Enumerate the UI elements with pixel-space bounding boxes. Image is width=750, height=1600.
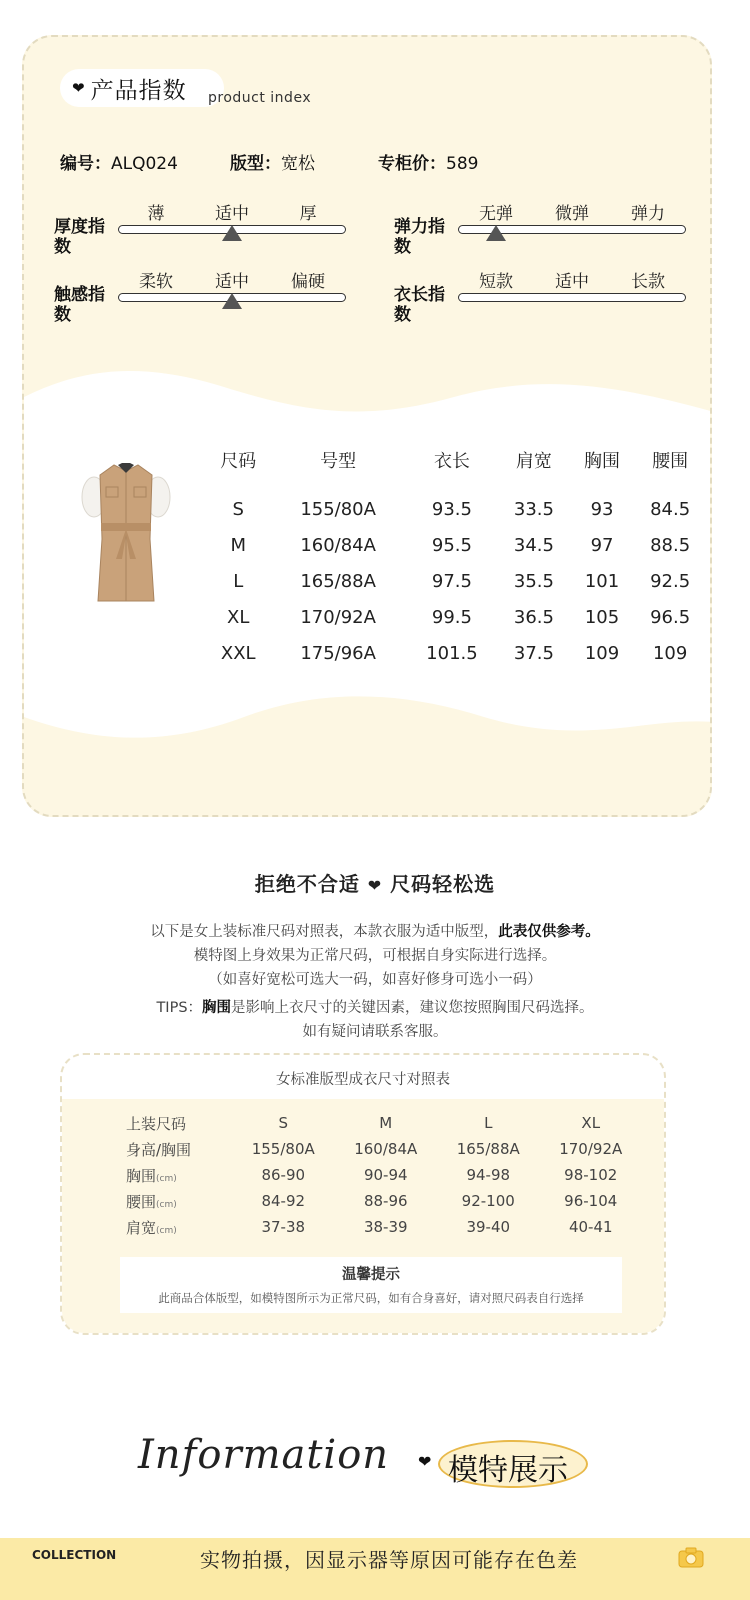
- table-cell: L: [233, 570, 244, 592]
- column-header: 衣长: [433, 451, 470, 472]
- table-cell: 94-98: [466, 1166, 511, 1184]
- table-cell: 92-100: [461, 1192, 515, 1210]
- table-row: [206, 599, 706, 635]
- index-tick: 短款: [479, 272, 513, 292]
- information-script: Information: [138, 1432, 390, 1478]
- index-tick: 偏硬: [291, 272, 325, 292]
- table-cell: L: [484, 1114, 493, 1132]
- collection-label: COLLECTION: [32, 1548, 117, 1562]
- table-cell: 84.5: [650, 498, 691, 520]
- table-cell: 37-38: [261, 1218, 306, 1236]
- table-row: [102, 1162, 642, 1188]
- table-cell: 37.5: [513, 642, 554, 664]
- dress-image: [76, 459, 176, 609]
- table-row: [102, 1214, 642, 1240]
- table-cell: 33.5: [513, 498, 554, 520]
- table-cell: XL: [581, 1114, 601, 1132]
- table-cell: 93: [590, 498, 614, 520]
- warm-tip-box: [120, 1257, 622, 1313]
- table-cell: 97: [590, 534, 614, 556]
- color-disclaimer: 实物拍摄，因显示器等原因可能存在色差: [200, 1548, 578, 1572]
- index-tick: 薄: [147, 204, 165, 224]
- index-tick: 无弹: [479, 204, 513, 224]
- table-cell: S: [232, 498, 244, 520]
- row-header: 上装尺码: [126, 1114, 187, 1133]
- table-cell: 40-41: [568, 1218, 613, 1236]
- chart-title: 女标准版型成衣尺寸对照表: [276, 1072, 450, 1088]
- table-cell: S: [278, 1114, 289, 1132]
- column-header: 尺码: [220, 451, 257, 472]
- table-cell: M: [230, 534, 246, 556]
- index-marker: [486, 225, 506, 241]
- section-title: 产品指数: [90, 77, 187, 104]
- index-label: 弹力指数: [394, 217, 445, 257]
- guide-line-3: （如喜好宽松可选大一码，如喜好修身可选小一码）: [208, 972, 542, 988]
- column-header: 胸围: [584, 451, 621, 472]
- table-cell: 84-92: [261, 1192, 306, 1210]
- model-showcase-label: 模特展示: [448, 1453, 568, 1488]
- table-cell: 39-40: [466, 1218, 511, 1236]
- size-table: [206, 447, 706, 671]
- table-cell: 160/84A: [354, 1140, 418, 1158]
- table-cell: 96-104: [564, 1192, 618, 1210]
- table-cell: 38-39: [363, 1218, 408, 1236]
- index-tick: 适中: [555, 272, 589, 292]
- table-cell: 34.5: [513, 534, 554, 556]
- table-cell: XXL: [220, 642, 256, 664]
- table-cell: 97.5: [431, 570, 472, 592]
- table-cell: 36.5: [513, 606, 554, 628]
- index-tick: 适中: [215, 272, 249, 292]
- table-cell: 88.5: [650, 534, 691, 556]
- table-cell: 90-94: [363, 1166, 408, 1184]
- guide-tips: TIPS：胸围是影响上衣尺寸的关键因素，建议您按照胸围尺码选择。: [156, 1000, 594, 1016]
- table-cell: 92.5: [650, 570, 691, 592]
- index-tick: 长款: [631, 272, 665, 292]
- table-row: [206, 491, 706, 527]
- camera-icon: [678, 1546, 704, 1568]
- table-cell: 170/92A: [559, 1140, 623, 1158]
- index-label: 厚度指数: [54, 217, 105, 257]
- row-header: 腰围(cm): [126, 1192, 177, 1211]
- table-cell: 170/92A: [300, 606, 376, 628]
- row-header: 身高/胸围: [126, 1140, 192, 1159]
- column-header: 腰围: [652, 451, 689, 472]
- table-cell: 109: [584, 642, 620, 664]
- table-cell: 155/80A: [251, 1140, 315, 1158]
- guide-line-1: 以下是女上装标准尺码对照表，本款衣服为适中版型，此表仅供参考。: [150, 924, 600, 940]
- table-cell: 101: [584, 570, 620, 592]
- table-row: [206, 527, 706, 563]
- column-header: 肩宽: [515, 451, 552, 472]
- footer-banner: [0, 1538, 750, 1600]
- table-row: [102, 1188, 642, 1214]
- table-cell: 155/80A: [300, 498, 376, 520]
- meta-item-code: 编号：ALQ024: [60, 154, 178, 174]
- table-cell: 88-96: [363, 1192, 408, 1210]
- row-header: 胸围(cm): [126, 1166, 177, 1185]
- standard-size-chart-card: [60, 1053, 666, 1335]
- guide-line-5: 如有疑问请联系客服。: [302, 1024, 448, 1040]
- table-cell: 98-102: [564, 1166, 618, 1184]
- column-header: 号型: [320, 451, 357, 472]
- table-row: [102, 1110, 642, 1136]
- row-header: 肩宽(cm): [126, 1218, 177, 1237]
- index-label: 触感指数: [54, 285, 105, 325]
- table-cell: 165/88A: [300, 570, 376, 592]
- warm-tip-text: 此商品合体版型，如模特图所示为正常尺码，如有合身喜好，请对照尺码表自行选择: [158, 1291, 584, 1305]
- table-cell: 93.5: [431, 498, 472, 520]
- section-title-pill: [60, 69, 224, 107]
- table-cell: M: [379, 1114, 393, 1132]
- table-cell: 35.5: [513, 570, 554, 592]
- table-cell: 96.5: [650, 606, 691, 628]
- section-subtitle: product index: [208, 90, 312, 106]
- guide-line-2: 模特图上身效果为正常尺码，可根据自身实际进行选择。: [193, 948, 557, 964]
- table-cell: 95.5: [431, 534, 472, 556]
- index-label: 衣长指数: [394, 285, 445, 325]
- table-cell: 86-90: [261, 1166, 306, 1184]
- table-cell: 165/88A: [456, 1140, 520, 1158]
- standard-size-chart: [102, 1110, 642, 1240]
- table-cell: 105: [584, 606, 620, 628]
- size-table-header: [206, 447, 706, 491]
- chart-body: [62, 1099, 664, 1335]
- index-tick: 柔软: [139, 272, 173, 292]
- table-cell: XL: [227, 606, 250, 628]
- product-index-card: [22, 35, 712, 817]
- index-tick: 厚: [299, 204, 317, 224]
- index-marker: [222, 225, 242, 241]
- table-cell: 160/84A: [300, 534, 376, 556]
- table-cell: 175/96A: [300, 642, 376, 664]
- table-row: [102, 1136, 642, 1162]
- warm-tip-title: 温馨提示: [342, 1267, 400, 1283]
- index-tick: 适中: [215, 204, 249, 224]
- table-cell: 101.5: [426, 642, 478, 664]
- table-row: [206, 635, 706, 671]
- meta-item-price: 专柜价：589: [378, 154, 479, 174]
- heart-icon: ❤: [72, 79, 85, 97]
- table-cell: 109: [652, 642, 688, 664]
- table-row: [206, 563, 706, 599]
- size-guide-headline: 拒绝不合适 ❤ 尺码轻松选: [254, 872, 496, 896]
- index-marker: [222, 293, 242, 309]
- index-bar: [458, 293, 686, 302]
- index-tick: 弹力: [631, 204, 665, 224]
- meta-item-fit: 版型：宽松: [230, 154, 315, 174]
- heart-icon: ❤: [367, 876, 383, 895]
- heart-icon: ❤: [418, 1452, 432, 1471]
- index-tick: 微弹: [555, 204, 589, 224]
- table-cell: 99.5: [431, 606, 472, 628]
